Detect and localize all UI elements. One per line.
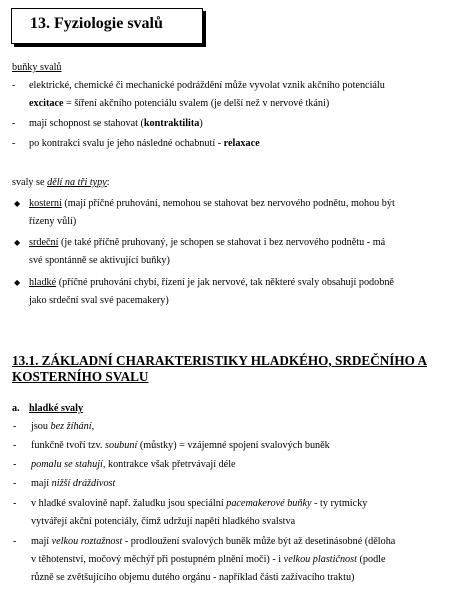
list-item-text: funkčně tvoří tzv. soubuní (můstky) = vzájemné spojení svalových buněk	[31, 440, 330, 451]
list-item-text: kosterní (mají příčné pruhování, nemohou se stahovat bez nervového podnětu, mohou být	[29, 198, 395, 209]
list-item-text: v hladké svalovině např. žaludku jsou speciální pacemakerové buňky - ty rytmicky	[31, 498, 368, 509]
dash-bullet: -	[13, 459, 17, 470]
subsection-number: a.	[12, 403, 20, 414]
list-item-text: jako srdeční sval své pacemakery)	[29, 295, 169, 306]
list-item-text: hladké (příčné pruhování chybí, řízení je jak nervové, tak některé svaly obsahují podobně	[29, 277, 394, 288]
diamond-bullet-icon: ◆	[14, 278, 21, 287]
list-item-text: v těhotenství, močový měchýř při postupném plnění moči) - i velkou plastičnost (podle	[31, 554, 386, 565]
subsection-heading-smooth-muscles: hladké svaly	[29, 403, 84, 414]
term-excitation: excitace	[29, 98, 64, 109]
emphasis-three-types: dělí na tři typy	[47, 177, 107, 188]
chapter-title: 13. Fyziologie svalů	[11, 8, 203, 44]
list-item-text: jsou bez žíhání,	[31, 421, 95, 432]
dash-bullet: -	[13, 478, 17, 489]
term-contractility: kontraktilita	[143, 118, 200, 129]
section-heading-muscle-cells: buňky svalů	[12, 62, 62, 73]
types-intro: svaly se dělí na tři typy:	[12, 177, 110, 188]
term-cardiac: srdeční	[29, 237, 59, 248]
list-item-text: své spontánně se aktivující buňky)	[29, 255, 170, 266]
dash-bullet: -	[12, 118, 16, 129]
section-heading-characteristics-cont: KOSTERNÍHO SVALU	[12, 369, 149, 384]
term-skeletal: kosterní	[29, 198, 62, 209]
diamond-bullet-icon: ◆	[14, 199, 21, 208]
list-item-text: mají velkou roztažnost - prodloužení svalových buněk může být až desetinásobné (děloha	[31, 536, 396, 547]
section-heading-characteristics: 13.1. ZÁKLADNÍ CHARAKTERISTIKY HLADKÉHO, SRDEČNÍHO A	[12, 353, 427, 368]
term-relaxation: relaxace	[223, 138, 260, 149]
list-item-text: mají schopnost se stahovat (kontraktilita)	[29, 118, 203, 129]
term-smooth: hladké	[29, 277, 57, 288]
diamond-bullet-icon: ◆	[14, 238, 21, 247]
dash-bullet: -	[12, 138, 16, 149]
list-item-text: po kontrakci svalu je jeho následné ochabnutí - relaxace	[29, 138, 260, 149]
list-item-text: vytvářejí akční potenciály, čímž udržují napětí hladkého svalstva	[31, 516, 296, 527]
dash-bullet: -	[13, 536, 17, 547]
list-item-text: různě se zvětšujícího objemu dutého orgánu - například části zažívacího traktu)	[31, 572, 355, 583]
dash-bullet: -	[13, 421, 17, 432]
dash-bullet: -	[12, 80, 16, 91]
dash-bullet: -	[13, 498, 17, 509]
list-item-text: elektrické, chemické či mechanické podráždění může vyvolat vznik akčního potenciálu	[29, 80, 385, 91]
list-item-text: srdeční (je také příčně pruhovaný, je schopen se stahovat i bez nervového podnětu - má	[29, 237, 386, 248]
list-item-text: mají nižší dráždivost	[31, 478, 116, 489]
list-item-text: řízeny vůlí)	[29, 216, 77, 227]
dash-bullet: -	[13, 440, 17, 451]
list-item-text: excitace = šíření akčního potenciálu svalem (je delší než v nervové tkáni)	[29, 98, 330, 109]
list-item-text: pomalu se stahují, kontrakce však přetrvávají déle	[31, 459, 236, 470]
